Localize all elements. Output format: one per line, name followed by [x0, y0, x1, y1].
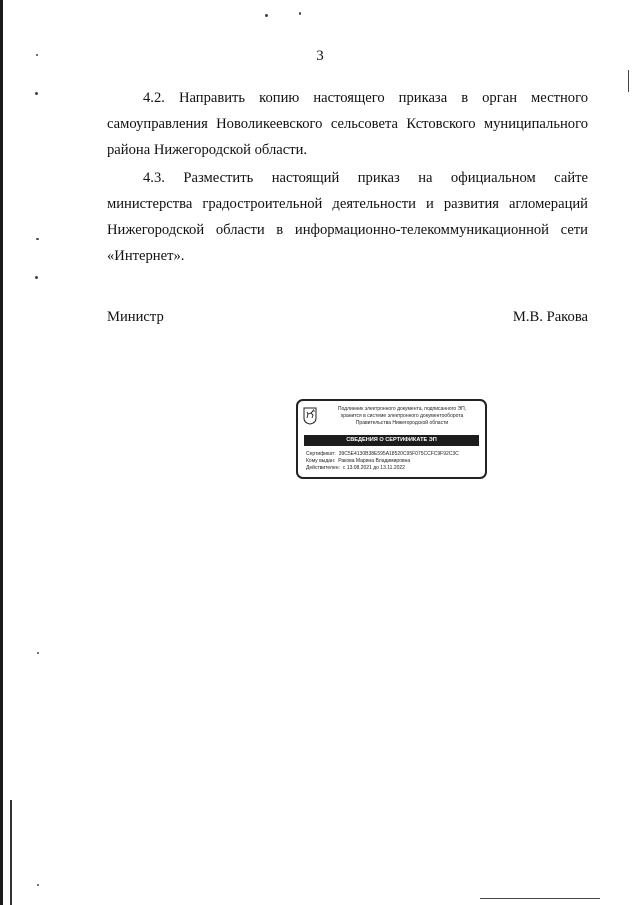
certificate-validity: с 13.08.2021 до 13.11.2022 — [342, 465, 405, 471]
paragraph-4-2 — [107, 85, 588, 163]
scan-speck — [37, 884, 39, 886]
coat-of-arms-icon — [303, 407, 317, 425]
certificate-value: 39C5E4130B38E595A18520C95F075CCFC9F92C3C — [338, 451, 459, 457]
stamp-title-band: СВЕДЕНИЯ О СЕРТИФИКАТЕ ЭП — [304, 435, 479, 446]
scan-speck — [628, 70, 629, 92]
signatory-name: М.В. Ракова — [512, 309, 588, 325]
scan-speck — [480, 898, 600, 899]
paragraph-text: Направить копию настоящего приказа в орган местного самоуправления Новоликеевского сельсовета Кстовского муниципального района Нижегородской области. — [107, 90, 588, 158]
electronic-signature-stamp — [296, 399, 487, 479]
scan-speck — [35, 92, 38, 95]
stamp-details: Сертификат: 39C5E4130B38E595A18520C95F075CCFC9F92C3C Кому выдан: Ракова Марина Владимировна Действителен: с 13.08.2021 до 13.11.2022 — [306, 451, 459, 471]
paragraph-text: Разместить настоящий приказ на официальном сайте министерства градостроительной деятельности и развития агломераций Нижегородской области в информационно-телекоммуникационной сети «Интернет». — [107, 170, 588, 264]
signatory-position: Министр — [107, 309, 164, 325]
certificate-owner: Ракова Марина Владимировна — [338, 458, 411, 464]
paragraph-number: 4.3. — [143, 170, 165, 186]
scan-speck — [36, 238, 39, 240]
scan-speck — [299, 12, 301, 15]
scan-speck — [37, 652, 39, 654]
stamp-header: Подлинник электронного документа, подписанного ЭП, хранится в системе электронного документооборота Правительства Нижегородской области — [337, 406, 467, 426]
paragraph-number: 4.2. — [143, 90, 165, 106]
scan-speck — [265, 14, 268, 17]
paragraph-4-3 — [107, 165, 588, 269]
page-number: 3 — [316, 48, 324, 64]
scan-edge-mark — [10, 800, 12, 905]
scan-edge-left — [0, 0, 3, 905]
scan-speck — [35, 276, 38, 279]
